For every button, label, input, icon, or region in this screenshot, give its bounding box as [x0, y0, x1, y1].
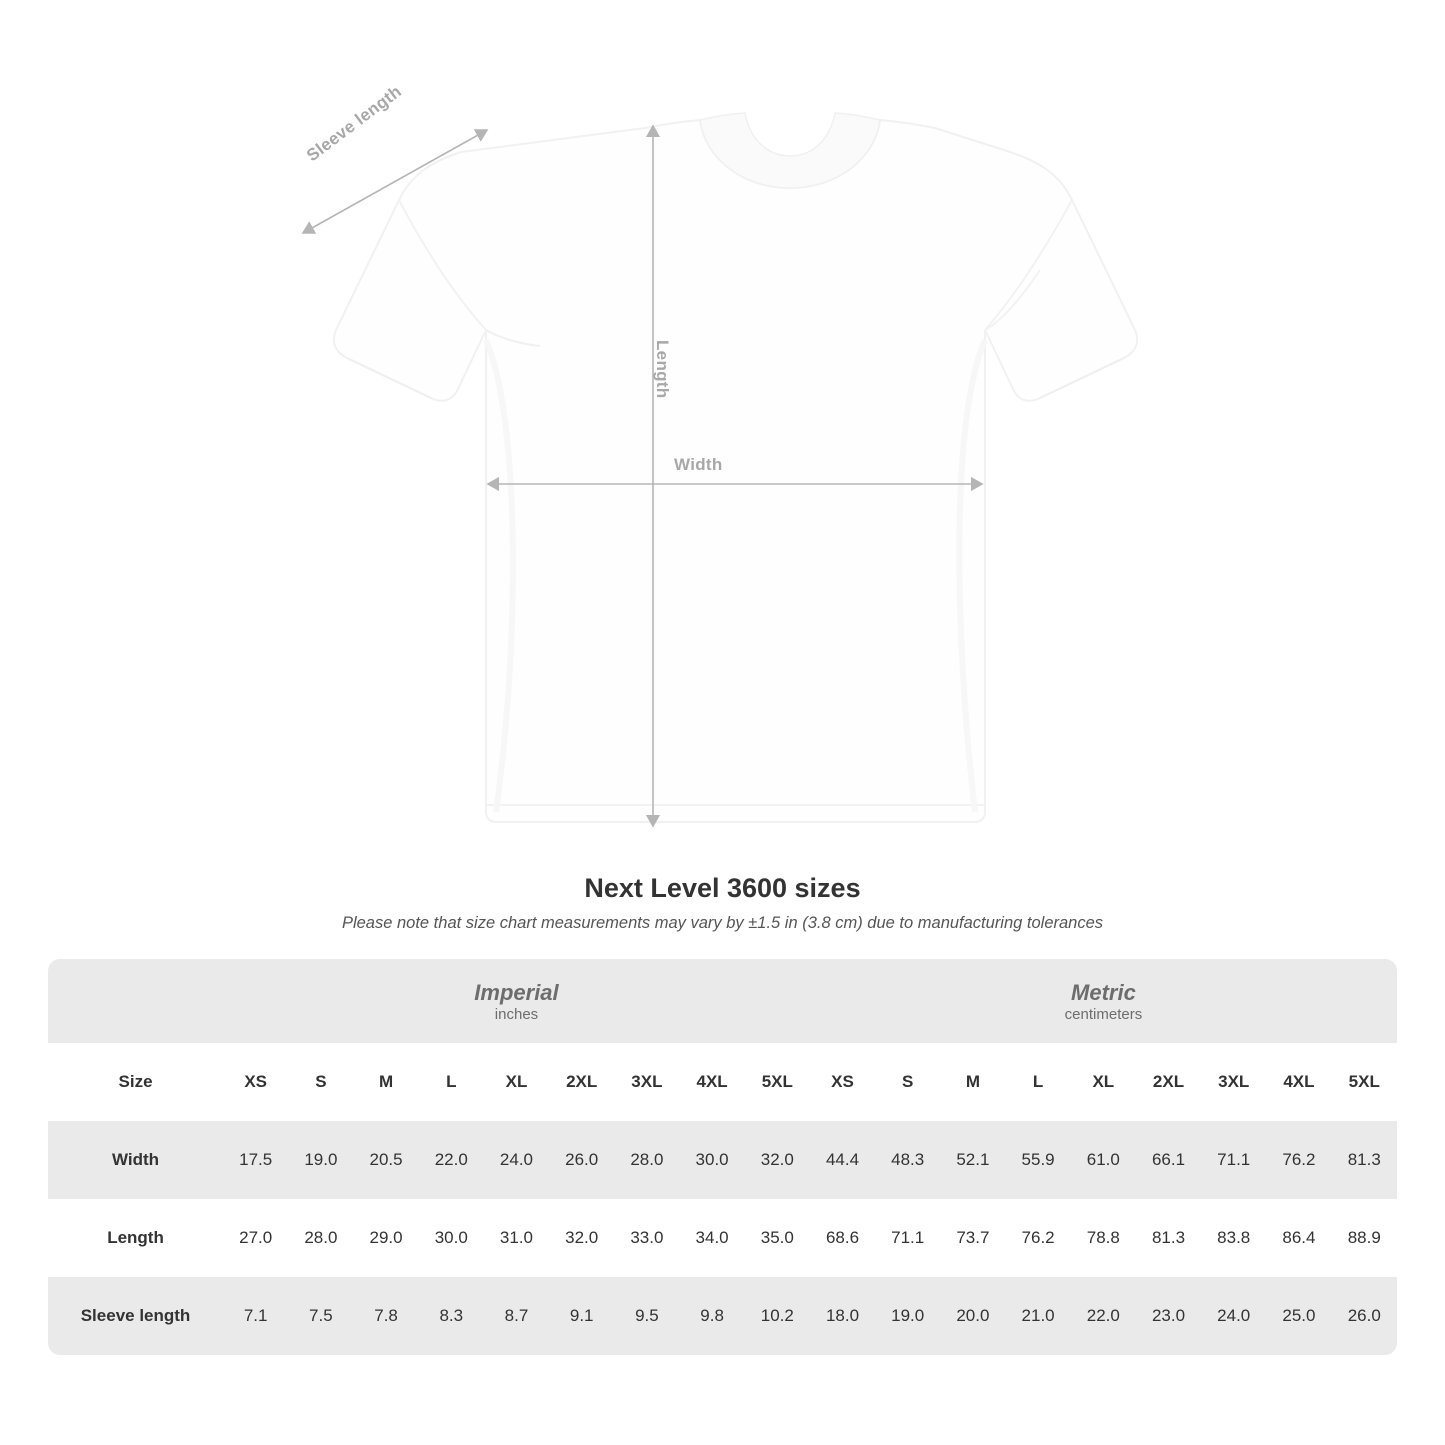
size-table — [48, 959, 1397, 1355]
sleeve-length-label: Sleeve length — [303, 81, 406, 166]
length-label: Length — [653, 340, 672, 399]
cell-sleeve-17: 26.0 — [1332, 1277, 1397, 1355]
cell-sleeve-6: 9.5 — [614, 1277, 679, 1355]
cell-width-1: 19.0 — [288, 1121, 353, 1199]
cell-length-13: 78.8 — [1071, 1199, 1136, 1277]
cell-sleeve-16: 25.0 — [1266, 1277, 1331, 1355]
cell-width-2: 20.5 — [353, 1121, 418, 1199]
table-row — [48, 1121, 1397, 1199]
size-col-l-imperial: L — [419, 1043, 484, 1121]
page-title: Next Level 3600 sizes — [584, 873, 861, 903]
imperial-unit: inches — [494, 1006, 539, 1024]
cell-width-5: 26.0 — [549, 1121, 614, 1199]
cell-length-15: 83.8 — [1201, 1199, 1266, 1277]
row-label-sleeve-length: Sleeve length — [48, 1277, 223, 1355]
cell-width-7: 30.0 — [679, 1121, 744, 1199]
cell-sleeve-15: 24.0 — [1201, 1277, 1266, 1355]
size-col-5xl-metric: 5XL — [1332, 1043, 1397, 1121]
cell-sleeve-9: 18.0 — [810, 1277, 875, 1355]
cell-sleeve-1: 7.5 — [288, 1277, 353, 1355]
row-label-width: Width — [48, 1121, 223, 1199]
size-col-s-imperial: S — [288, 1043, 353, 1121]
cell-length-2: 29.0 — [353, 1199, 418, 1277]
cell-sleeve-2: 7.8 — [353, 1277, 418, 1355]
cell-sleeve-10: 19.0 — [875, 1277, 940, 1355]
cell-length-1: 28.0 — [288, 1199, 353, 1277]
cell-width-0: 17.5 — [223, 1121, 288, 1199]
title-block — [0, 873, 1445, 933]
cell-length-5: 32.0 — [549, 1199, 614, 1277]
tolerance-note: Please note that size chart measurements may vary by ±1.5 in (3.8 cm) due to manufacturing tolerances — [341, 914, 1104, 932]
imperial-label: Imperial — [474, 979, 559, 1005]
cell-length-14: 81.3 — [1136, 1199, 1201, 1277]
size-row-label: Size — [48, 1043, 223, 1121]
cell-sleeve-11: 20.0 — [940, 1277, 1005, 1355]
width-label: Width — [674, 455, 723, 474]
cell-width-15: 71.1 — [1201, 1121, 1266, 1199]
cell-sleeve-13: 22.0 — [1071, 1277, 1136, 1355]
metric-unit: centimeters — [1064, 1006, 1143, 1024]
table-row — [48, 1277, 1397, 1355]
size-table-wrapper — [48, 959, 1397, 1355]
cell-sleeve-12: 21.0 — [1006, 1277, 1071, 1355]
cell-sleeve-4: 8.7 — [484, 1277, 549, 1355]
size-col-3xl-metric: 3XL — [1201, 1043, 1266, 1121]
cell-sleeve-7: 9.8 — [679, 1277, 744, 1355]
size-header-row — [48, 1043, 1397, 1121]
cell-length-17: 88.9 — [1332, 1199, 1397, 1277]
cell-length-12: 76.2 — [1006, 1199, 1071, 1277]
cell-width-11: 52.1 — [940, 1121, 1005, 1199]
size-col-2xl-imperial: 2XL — [549, 1043, 614, 1121]
size-col-4xl-metric: 4XL — [1266, 1043, 1331, 1121]
cell-width-14: 66.1 — [1136, 1121, 1201, 1199]
cell-width-13: 61.0 — [1071, 1121, 1136, 1199]
cell-length-9: 68.6 — [810, 1199, 875, 1277]
size-col-l-metric: L — [1006, 1043, 1071, 1121]
cell-length-4: 31.0 — [484, 1199, 549, 1277]
cell-width-6: 28.0 — [614, 1121, 679, 1199]
cell-sleeve-5: 9.1 — [549, 1277, 614, 1355]
metric-label: Metric — [1071, 979, 1136, 1005]
size-col-m-imperial: M — [353, 1043, 418, 1121]
unit-header-row — [48, 959, 1397, 1043]
size-col-xs-imperial: XS — [223, 1043, 288, 1121]
cell-width-3: 22.0 — [419, 1121, 484, 1199]
size-col-s-metric: S — [875, 1043, 940, 1121]
row-label-length: Length — [48, 1199, 223, 1277]
cell-length-10: 71.1 — [875, 1199, 940, 1277]
cell-width-12: 55.9 — [1006, 1121, 1071, 1199]
size-col-xl-metric: XL — [1071, 1043, 1136, 1121]
cell-length-16: 86.4 — [1266, 1199, 1331, 1277]
cell-sleeve-8: 10.2 — [745, 1277, 810, 1355]
tshirt-shape — [334, 113, 1137, 822]
size-col-3xl-imperial: 3XL — [614, 1043, 679, 1121]
cell-width-17: 81.3 — [1332, 1121, 1397, 1199]
size-col-2xl-metric: 2XL — [1136, 1043, 1201, 1121]
cell-width-4: 24.0 — [484, 1121, 549, 1199]
cell-length-3: 30.0 — [419, 1199, 484, 1277]
cell-sleeve-14: 23.0 — [1136, 1277, 1201, 1355]
metric-group-header — [810, 959, 1397, 1043]
size-col-m-metric: M — [940, 1043, 1005, 1121]
cell-length-11: 73.7 — [940, 1199, 1005, 1277]
table-row — [48, 1199, 1397, 1277]
cell-sleeve-0: 7.1 — [223, 1277, 288, 1355]
cell-length-0: 27.0 — [223, 1199, 288, 1277]
cell-sleeve-3: 8.3 — [419, 1277, 484, 1355]
cell-width-8: 32.0 — [745, 1121, 810, 1199]
cell-length-8: 35.0 — [745, 1199, 810, 1277]
size-col-xs-metric: XS — [810, 1043, 875, 1121]
size-col-4xl-imperial: 4XL — [679, 1043, 744, 1121]
table-corner-cell — [48, 959, 223, 1043]
imperial-group-header — [223, 959, 810, 1043]
size-col-5xl-imperial: 5XL — [745, 1043, 810, 1121]
cell-width-10: 48.3 — [875, 1121, 940, 1199]
cell-length-7: 34.0 — [679, 1199, 744, 1277]
cell-width-9: 44.4 — [810, 1121, 875, 1199]
cell-length-6: 33.0 — [614, 1199, 679, 1277]
size-col-xl-imperial: XL — [484, 1043, 549, 1121]
cell-width-16: 76.2 — [1266, 1121, 1331, 1199]
